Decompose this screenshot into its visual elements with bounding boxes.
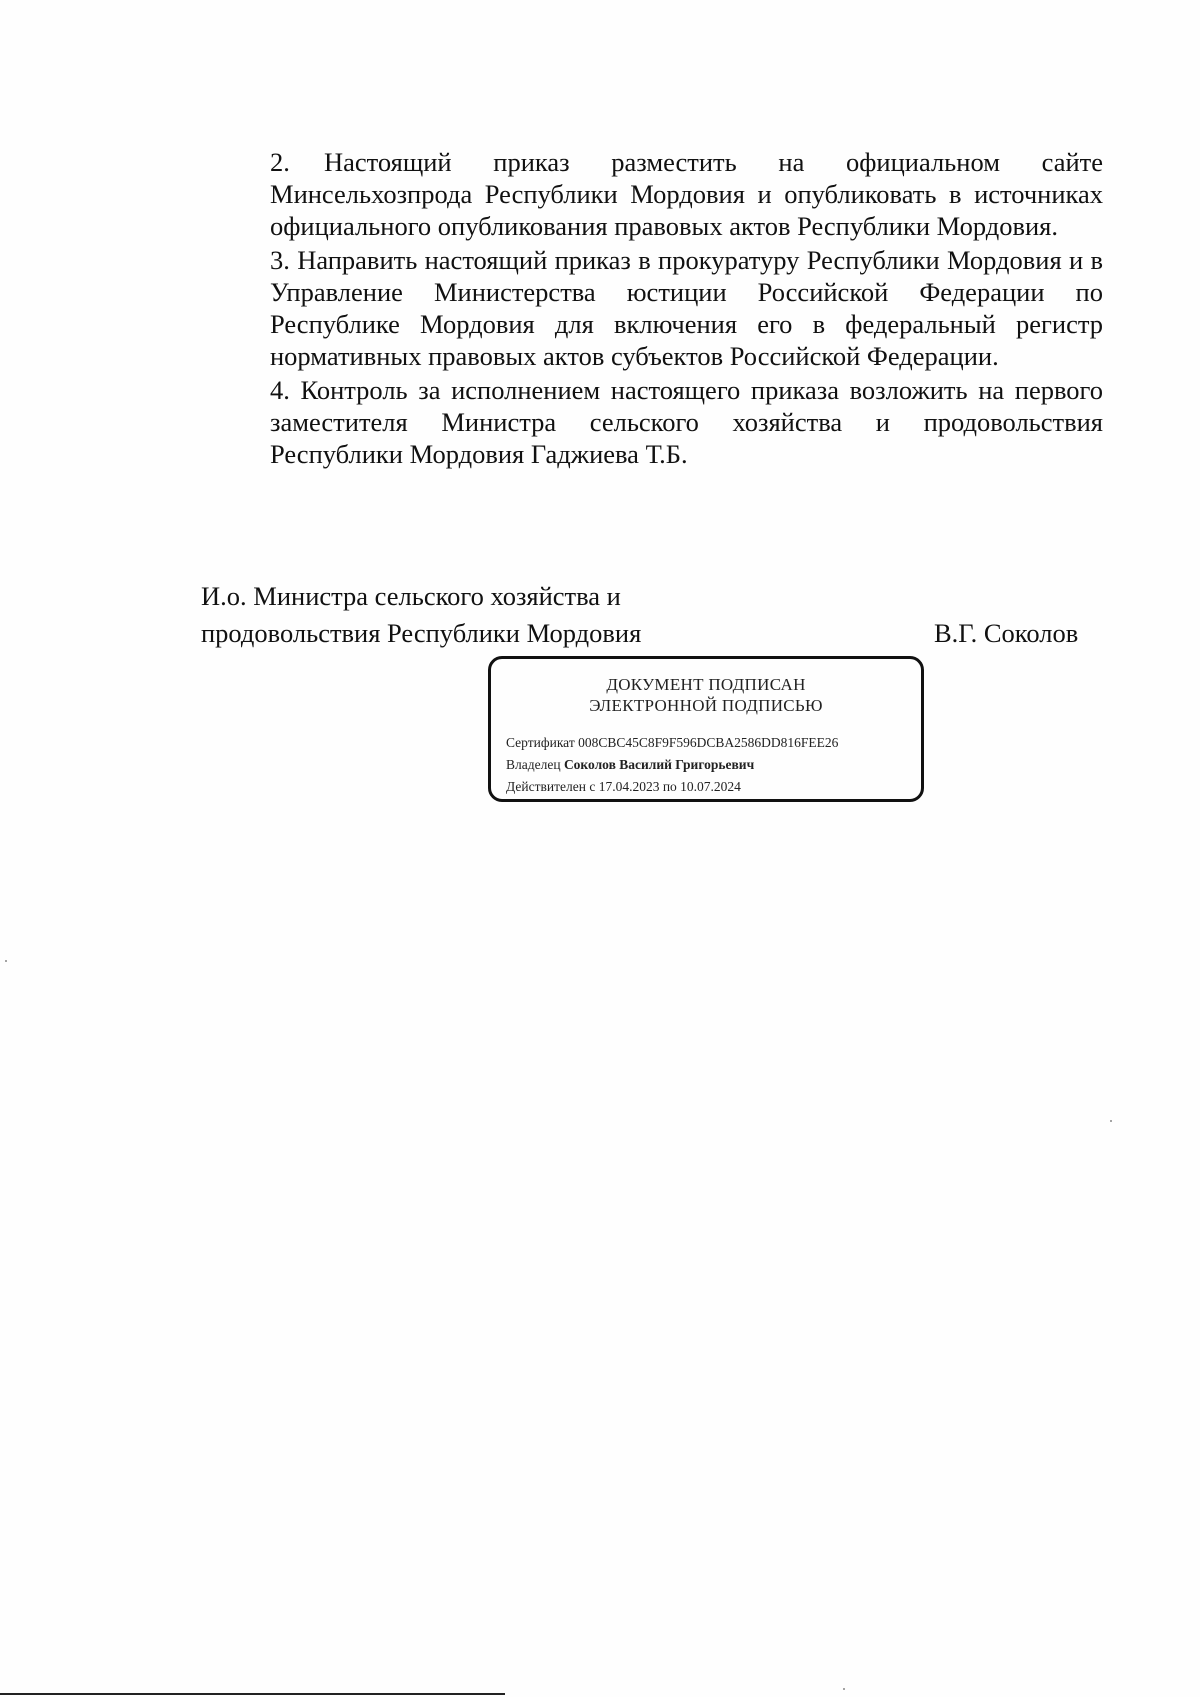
- stamp-validity: [506, 776, 838, 798]
- paragraph-4: [201, 374, 1103, 470]
- valid-label: Действителен: [506, 779, 586, 794]
- paragraph-text: 3. Направить настоящий приказ в прокуратуру Республики Мордовия и в Управление Министерства юстиции Российской Федерации по Республике Мордовия для включения его в федеральный регистр нормативных правовых актов субъектов Российской Федерации.: [270, 245, 1103, 371]
- valid-from-prefix: с: [589, 779, 596, 794]
- signatory-position-line-2: продовольствия Республики Мордовия: [201, 618, 642, 648]
- paragraph-text: Настоящий приказ разместить на официальном сайте Минсельхозпрода Республики Мордовия и опубликовать в источниках официального опубликования правовых актов Республики Мордовия.: [270, 147, 1103, 241]
- stamp-details: [506, 732, 838, 798]
- paragraph-2: [201, 146, 1103, 242]
- signatory-name: В.Г. Соколов: [934, 618, 1079, 648]
- paragraph-text: 4. Контроль за исполнением настоящего приказа возложить на первого заместителя Министра сельского хозяйства и продовольствия Республики Мордовия Гаджиева Т.Б.: [270, 375, 1103, 469]
- scan-speck: [843, 1688, 845, 1690]
- valid-to: 10.07.2024: [680, 779, 741, 794]
- paragraph-number: 2.: [270, 147, 290, 177]
- paragraph-3: [201, 244, 1103, 372]
- electronic-signature-stamp: [488, 656, 924, 802]
- owner-value: Соколов Василий Григорьевич: [563, 757, 755, 772]
- signature-block: [201, 578, 1103, 652]
- stamp-title-line-2: ЭЛЕКТРОННОЙ ПОДПИСЬЮ: [589, 696, 823, 715]
- owner-label: Владелец: [506, 757, 561, 772]
- scan-edge-line: [0, 1693, 505, 1695]
- certificate-value: 008CBC45C8F9F596DCBA2586DD816FEE26: [578, 735, 839, 750]
- stamp-title-line-1: ДОКУМЕНТ ПОДПИСАН: [606, 675, 806, 694]
- stamp-title: [491, 674, 921, 716]
- scan-speck: [1110, 1120, 1112, 1122]
- certificate-label: Сертификат: [506, 735, 575, 750]
- valid-from: 17.04.2023: [598, 779, 660, 794]
- stamp-certificate: [506, 732, 838, 754]
- signatory-position-line-1: И.о. Министра сельского хозяйства и: [201, 581, 621, 611]
- scan-speck: [5, 960, 7, 962]
- valid-to-prefix: по: [662, 779, 677, 794]
- stamp-owner: [506, 754, 838, 776]
- document-body: [201, 146, 1103, 472]
